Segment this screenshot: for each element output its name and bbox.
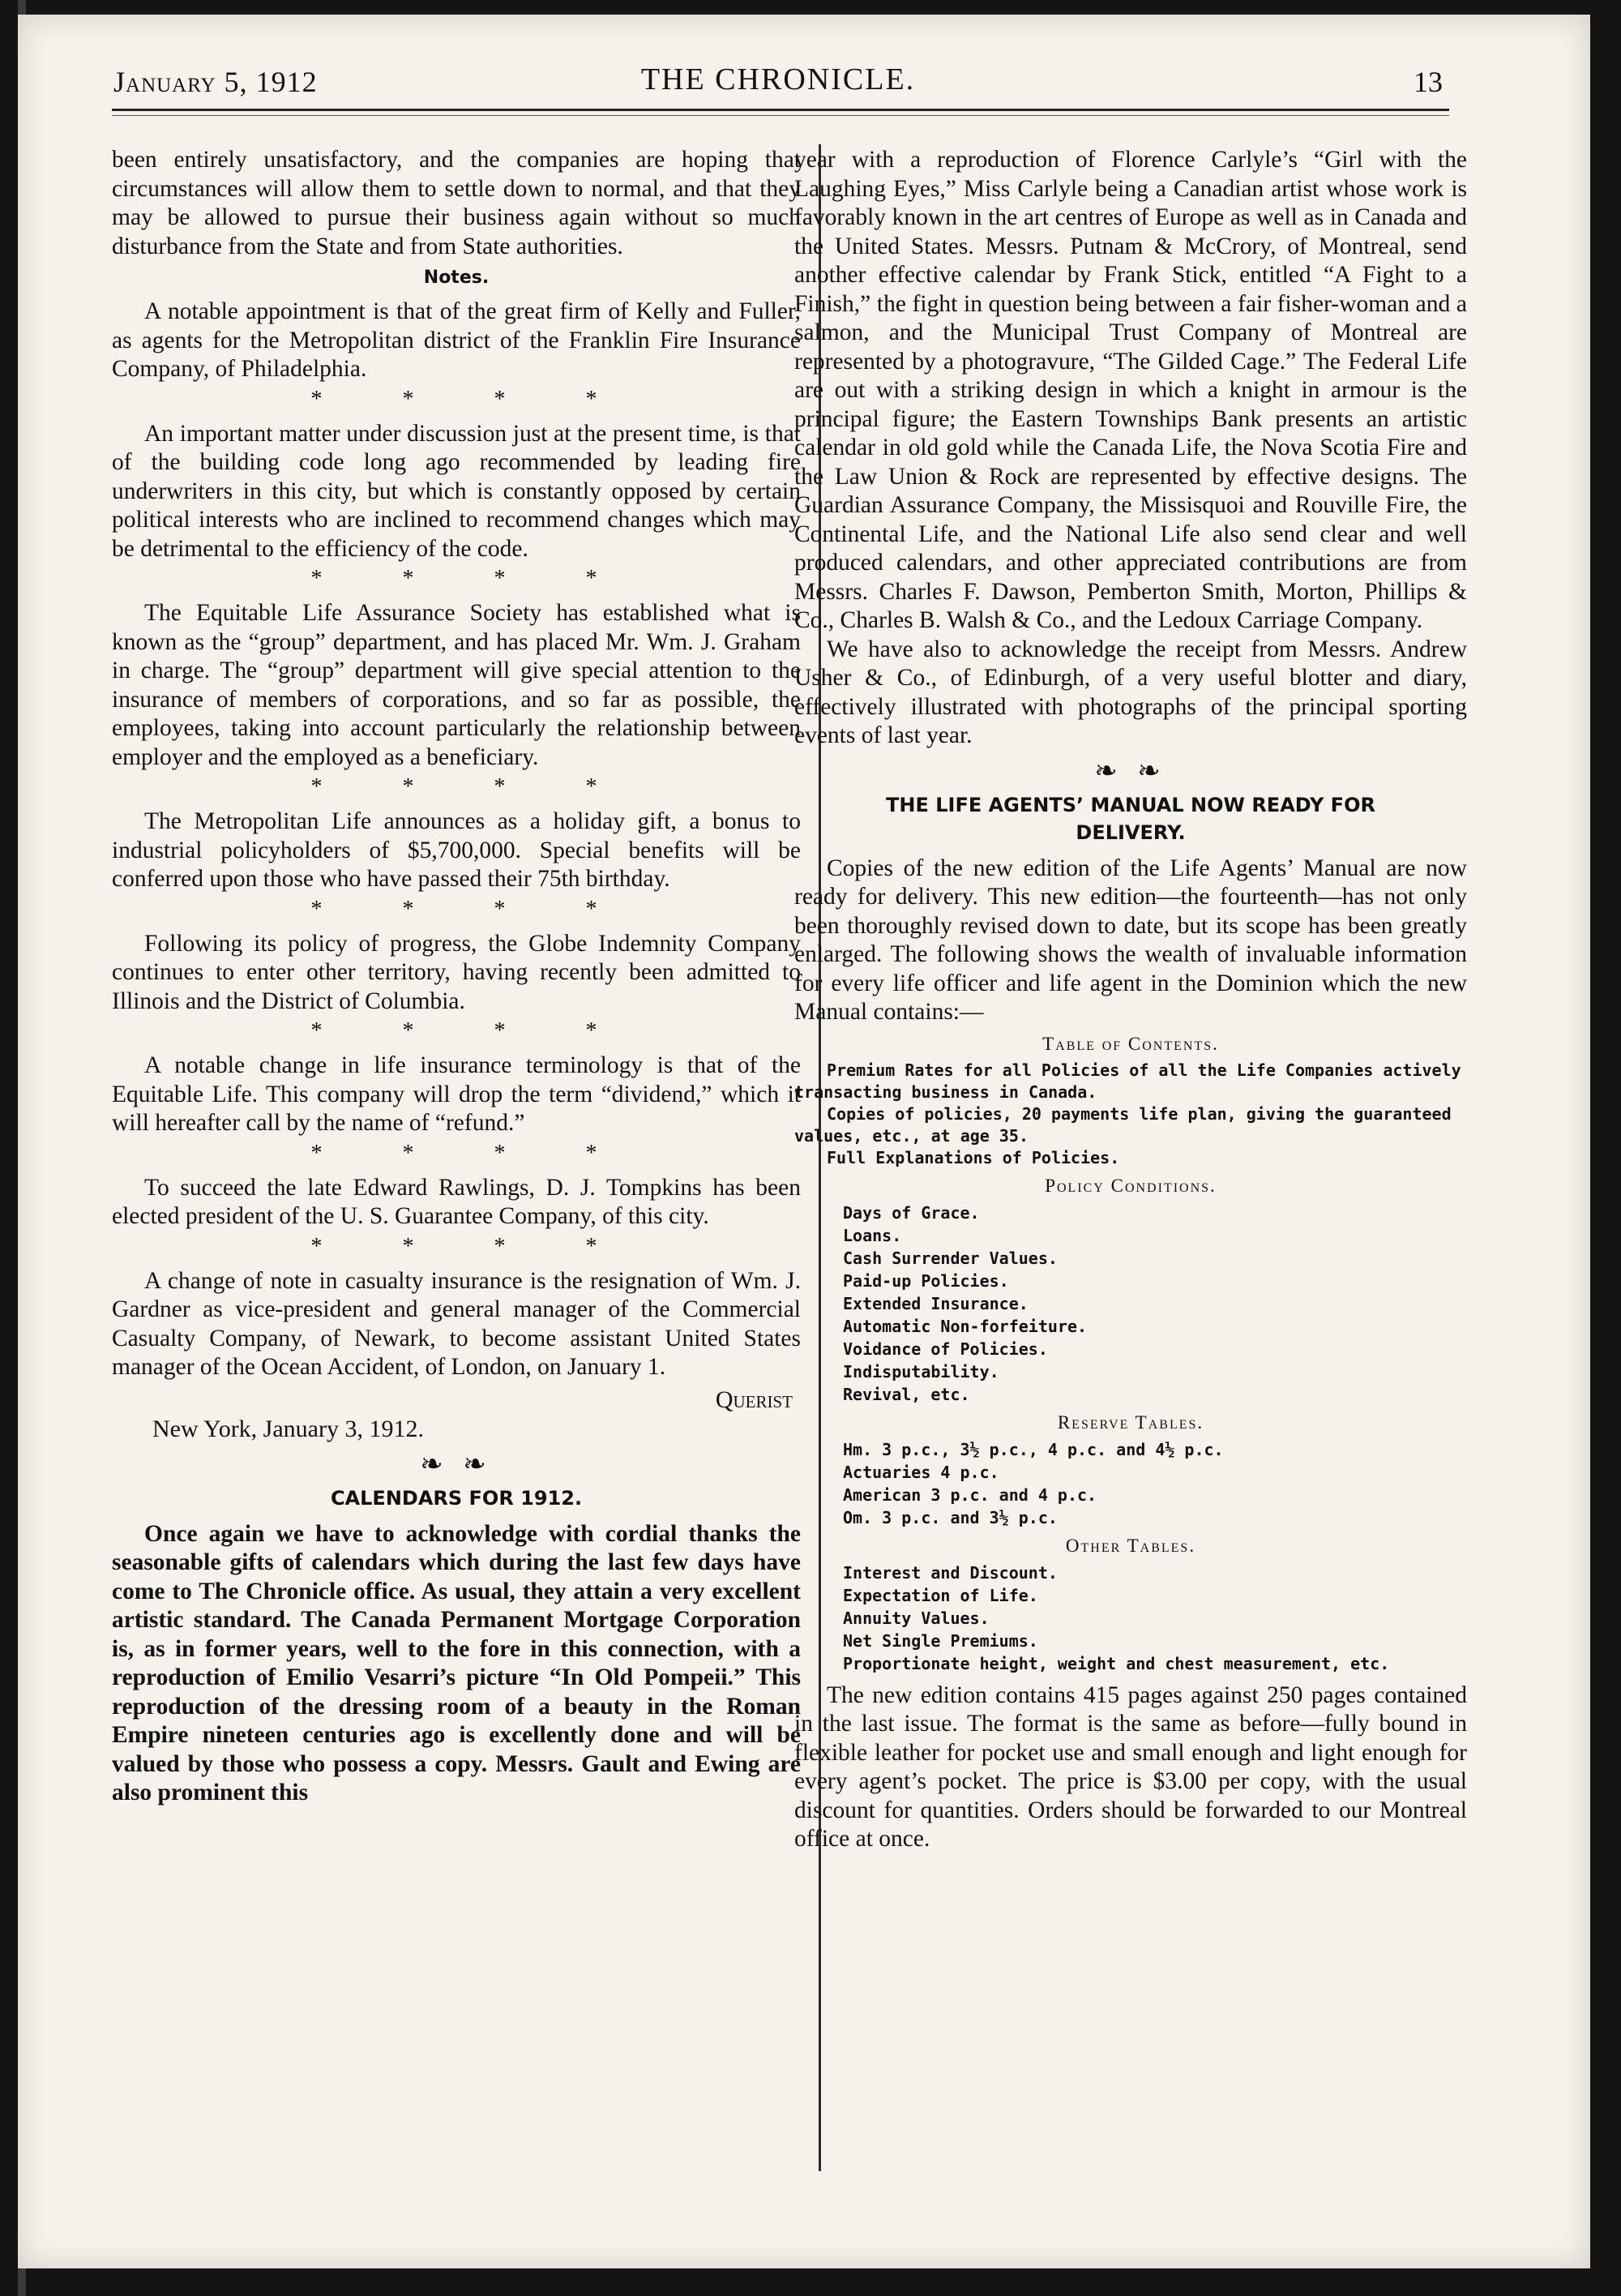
signature-querist: Querist [715, 1386, 793, 1413]
list-item: Net Single Premiums. [843, 1630, 1038, 1651]
header-title: THE CHRONICLE. [640, 62, 916, 96]
paragraph-metropolitan-bonus: The Metropolitan Life announces as a holiday gift, a bonus to industrial policyholders of $5,700,000. Special benefits will be conferred upon those who have passed their 75th birthday. [112, 808, 801, 892]
policy-conditions-heading: Policy Conditions. [1045, 1175, 1217, 1196]
fleuron-ornament: ❧ ❧ [1094, 756, 1167, 786]
policy-conditions-list [843, 1202, 1467, 1406]
toc-item-copies-policies: Copies of policies, 20 payments life plan, giving the guaranteed values, etc., at age 35. [794, 1103, 1452, 1146]
manual-heading-line-1: THE LIFE AGENTS’ MANUAL NOW READY FOR [886, 793, 1375, 816]
list-item: Extended Insurance. [843, 1293, 1029, 1313]
other-tables-list [843, 1561, 1467, 1675]
reserve-tables-heading: Reserve Tables. [1057, 1411, 1204, 1433]
paragraph-manual-intro: Copies of the new edition of the Life Agents’ Manual are now ready for delivery. This new edition—the fourteenth—has not only been thoroughly revised down to date, but its scope has been greatly enlarged. The following shows the wealth of invaluable information for every life officer and life agent in the Dominion which the new Manual contains:— [794, 855, 1467, 1025]
paragraph-tompkins: To succeed the late Edward Rawlings, D. J. Tompkins has been elected president of the U. S. Guarantee Company, of this city. [112, 1174, 801, 1229]
fleuron-ornament: ❧ ❧ [420, 1449, 493, 1480]
manual-heading-line-2: DELIVERY. [1076, 820, 1186, 844]
list-item: Voidance of Policies. [843, 1339, 1048, 1359]
list-item: Proportionate height, weight and chest measurement, etc. [843, 1653, 1390, 1673]
paragraph-kelly-fuller: A notable appointment is that of the great firm of Kelly and Fuller, as agents for the Metropolitan district of the Franklin Fire Insurance Company, of Philadelphia. [112, 298, 801, 382]
right-column [794, 146, 1467, 1854]
toc-heading: Table of Contents. [1042, 1033, 1219, 1054]
page-header [113, 57, 1443, 105]
paragraph-equitable-group: The Equitable Life Assurance Society has established what is known as the “group” department, and has placed Mr. Wm. J. Graham in charge. The “group” department will give special attention to the insurance of members of corporations, and so far as possible, the employees, taking into account particularly the relationship between employer and the employed as a beneficiary. [112, 600, 801, 770]
toc-item-explanations: Full Explanations of Policies. [827, 1147, 1120, 1167]
paragraph-calendars: Once again we have to acknowledge with cordial thanks the seasonable gifts of calendars which during the last few days have come to The Chronicle office. As usual, they attain a very excellent artistic standard. The Canada Permanent Mortgage Corporation is, as in former years, well to the fore in this connection, with a reproduction of Emilio Vesarri’s picture “In Old Pompeii.” This reproduction of the dressing room of a beauty in the Roman Empire nineteen centuries ago is excellently done and will be valued by those who possess a copy. Messrs. Gault and Ewing are also prominent this [112, 1520, 801, 1806]
list-item: Automatic Non-forfeiture. [843, 1316, 1088, 1336]
list-item: Days of Grace. [843, 1202, 980, 1223]
paragraph-usher-blotter: We have also to acknowledge the receipt from Messrs. Andrew Usher & Co., of Edinburgh, of a very useful blotter and diary, effectively illustrated with photographs of the principal sporting events of last year. [794, 636, 1467, 748]
paragraph-manual-pricing: The new edition contains 415 pages against 250 pages contained in the last issue. The format is the same as before—fully bound in flexible leather for pocket use and small enough and light enough for every agent’s pocket. The price is $3.00 per copy, with the usual discount for quantities. Orders should be forwarded to our Montreal office at once. [794, 1681, 1467, 1852]
section-separator: * * * * [310, 774, 635, 799]
paragraph-calendars-continued: year with a reproduction of Florence Carlyle’s “Girl with the Laughing Eyes,” Miss Carlyle being a Canadian artist whose work is favorably known in the art centres of Europe as well as in Canada and the United States. Messrs. Putnam & McCrory, of Montreal, send another effective calendar by Frank Stick, entitled “A Fight to a Finish,” the fight in question being between a fair fisher-woman and a salmon, and the Municipal Trust Company of Montreal are represented by a photogravure, “The Gilded Cage.” The Federal Life are out with a striking design in which a knight in armour is the principal figure; the Eastern Townships Bank presents an artistic calendar in old gold while the Canada Life, the Nova Scotia Fire and the Law Union & Rock are represented by effective designs. The Guardian Assurance Company, the Missisquoi and Rouville Fire, the Continental Life, and the National Life also send clear and well produced calendars, and other appreciated contributions are from Messrs. Charles F. Dawson, Pemberton Smith, Morton, Phillips & Co., Charles B. Walsh & Co., and the Ledoux Carriage Company. [794, 147, 1467, 633]
paragraph-state-authorities: been entirely unsatisfactory, and the companies are hoping that circumstances will allow them to settle down to normal, and that they may be allowed to pursue their business again without so much disturbance from the State and from State authorities. [112, 147, 801, 259]
list-item: Revival, etc. [843, 1384, 970, 1404]
list-item: American 3 p.c. and 4 p.c. [843, 1484, 1097, 1505]
list-item: Annuity Values. [843, 1608, 990, 1628]
list-item: Cash Surrender Values. [843, 1248, 1058, 1268]
section-separator: * * * * [310, 386, 635, 412]
place-date: New York, January 3, 1912. [152, 1415, 424, 1442]
list-item: Actuaries 4 p.c. [843, 1462, 999, 1482]
list-item: Indisputability. [843, 1361, 999, 1381]
header-page-number: 13 [1414, 66, 1443, 98]
section-separator: * * * * [310, 566, 635, 591]
list-item: Om. 3 p.c. and 3½ p.c. [843, 1507, 1058, 1527]
list-item: Paid-up Policies. [843, 1270, 1009, 1291]
calendars-heading: CALENDARS FOR 1912. [330, 1486, 583, 1510]
paragraph-gardner: A change of note in casualty insurance is the resignation of Wm. J. Gardner as vice-president and general manager of the Commercial Casualty Company, of Newark, to become assistant United States manager of the Ocean Accident, of London, on January 1. [112, 1267, 801, 1380]
notes-heading: Notes. [423, 268, 490, 288]
manual-heading [794, 791, 1467, 846]
header-date: January 5, 1912 [113, 66, 318, 98]
paragraph-globe-indemnity: Following its policy of progress, the Globe Indemnity Company continues to enter other territory, having recently been admitted to Illinois and the District of Columbia. [112, 930, 801, 1014]
section-separator: * * * * [310, 1018, 635, 1043]
toc-item-premium-rates: Premium Rates for all Policies of all the Life Companies actively transacting business in Canada. [794, 1060, 1461, 1102]
list-item: Loans. [843, 1225, 902, 1245]
section-separator: * * * * [310, 896, 635, 922]
left-column [112, 146, 801, 1808]
header-rule-thin [112, 115, 1449, 116]
list-item: Hm. 3 p.c., 3½ p.c., 4 p.c. and 4½ p.c. [843, 1439, 1224, 1459]
paragraph-building-code: An important matter under discussion just at the present time, is that of the building code long ago recommended by leading fire underwriters in this city, but which is constantly opposed by certain political interests who are inclined to recommend changes which may be detrimental to the efficiency of the code. [112, 420, 801, 562]
paragraph-equitable-refund: A notable change in life insurance terminology is that of the Equitable Life. This company will drop the term “dividend,” which it will hereafter call by the name of “refund.” [112, 1052, 801, 1136]
list-item: Expectation of Life. [843, 1585, 1038, 1605]
section-separator: * * * * [310, 1140, 635, 1166]
other-tables-heading: Other Tables. [1065, 1535, 1196, 1556]
reserve-tables-list [843, 1438, 1467, 1529]
list-item: Interest and Discount. [843, 1562, 1058, 1583]
section-separator: * * * * [310, 1233, 635, 1259]
header-rule [112, 109, 1449, 111]
